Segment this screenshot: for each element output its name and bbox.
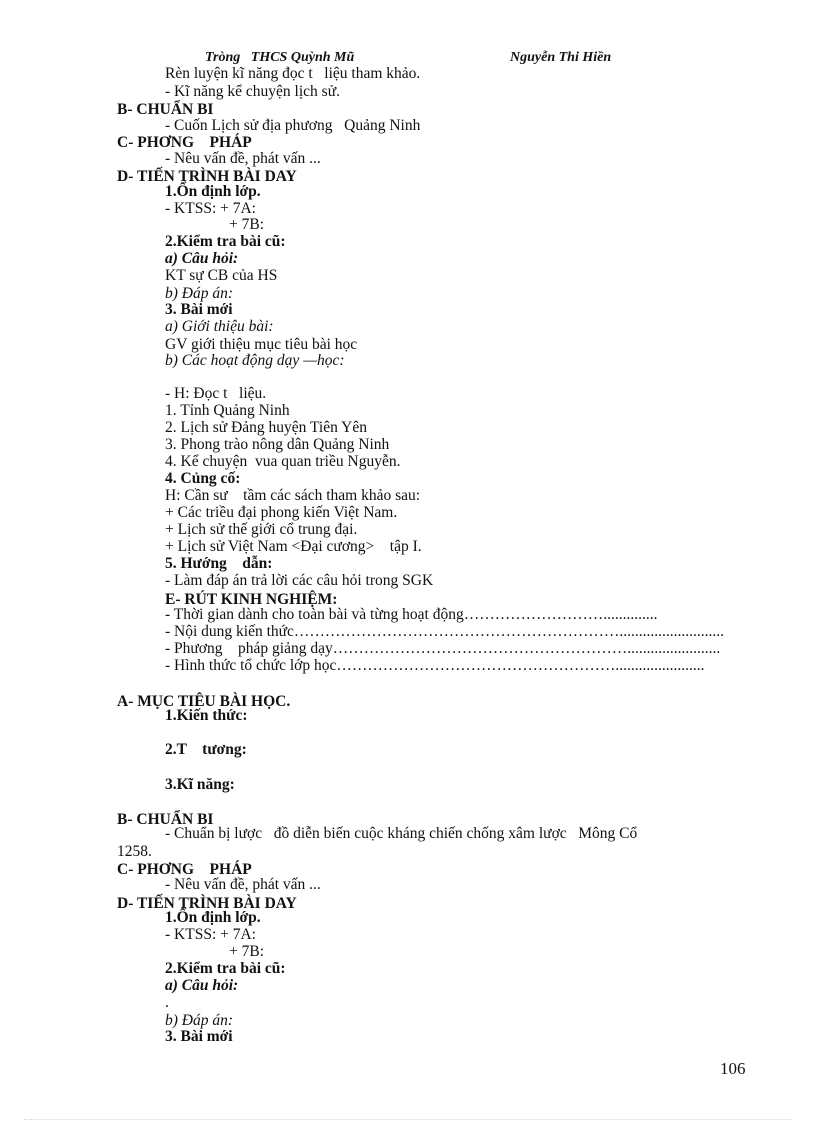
text-line: - Nêu vấn đề, phát vấn ... — [165, 150, 321, 167]
subsection-heading: 1.Ổn định lớp. — [165, 909, 261, 926]
text-line: a) Giới thiệu bài: — [165, 318, 274, 335]
text-line: - Cuốn Lịch sử địa phương Quảng Ninh — [165, 117, 421, 134]
subsection-heading: 1.Kiến thức: — [165, 707, 248, 724]
text-line: - KTSS: + 7A: — [165, 200, 256, 217]
subsection-heading: 5. Hướng dẫn: — [165, 555, 273, 572]
bottom-rule — [24, 1119, 792, 1120]
subsection-heading: 2.T tương: — [165, 741, 247, 758]
text-line: b) Đáp án: — [165, 1012, 234, 1029]
text-line: - Nội dung kiến thức………………………………………………………........................... — [165, 623, 725, 640]
text-line: - Hình thức tổ chức lớp học………………………………………………....................... — [165, 657, 705, 674]
text-line: a) Câu hỏi: — [165, 250, 239, 267]
text-line: - Thời gian dành cho toàn bài và từng hoạt động……………………….............. — [165, 606, 658, 623]
text-line: KT sự CB của HS — [165, 267, 278, 284]
text-line: H: Cần sư tầm các sách tham khảo sau: — [165, 487, 421, 504]
subsection-heading: 3. Bài mới — [165, 301, 233, 318]
text-line: - Nêu vấn đề, phát vấn ... — [165, 876, 321, 893]
subsection-heading: 2.Kiểm tra bài cũ: — [165, 960, 286, 977]
section-heading: B- CHUẨN BI — [117, 101, 214, 118]
text-line: + 7B: — [229, 216, 265, 233]
text-line: + Các triều đại phong kiến Việt Nam. — [165, 504, 398, 521]
section-heading: C- PHƠNG PHÁP — [117, 134, 252, 151]
text-line: - Làm đáp án trả lời các câu hỏi trong SGK — [165, 572, 434, 589]
section-heading: D- TIẾN TRÌNH BÀI DAY — [117, 168, 297, 185]
text-line: 2. Lịch sử Đảng huyện Tiên Yên — [165, 419, 367, 436]
text-line: + Lịch sử Việt Nam <Đại cương> tập I. — [165, 538, 422, 555]
text-line: Rèn luyện kĩ năng đọc t liệu tham khảo. — [165, 65, 421, 82]
section-heading: D- TIẾN TRÌNH BÀI DAY — [117, 895, 297, 912]
text-line: - KTSS: + 7A: — [165, 926, 256, 943]
subsection-heading: 1.Ổn định lớp. — [165, 183, 261, 200]
text-line: a) Câu hỏi: — [165, 977, 239, 994]
text-line: + Lịch sử thế giới cổ trung đại. — [165, 521, 358, 538]
header-teacher: Nguyễn Thi Hiền — [510, 50, 612, 65]
text-line: - Phương pháp giảng dạy…………………………………………………........................ — [165, 640, 721, 657]
text-line: 1258. — [117, 843, 152, 860]
subsection-heading: 3.Kĩ năng: — [165, 776, 235, 793]
section-heading: B- CHUẨN BI — [117, 811, 214, 828]
section-heading: A- MỤC TIÊU BÀI HỌC. — [117, 693, 291, 710]
section-heading: E- RÚT KINH NGHIỆM: — [165, 591, 338, 608]
subsection-heading: 4. Củng cố: — [165, 470, 241, 487]
text-line: - H: Đọc t liệu. — [165, 385, 267, 402]
text-line: - Kĩ năng kể chuyện lịch sử. — [165, 83, 340, 100]
header-school: Tròng THCS Quỳnh Mũ — [205, 50, 355, 65]
text-line: 3. Phong trào nông dân Quảng Ninh — [165, 436, 390, 453]
section-heading: C- PHƠNG PHÁP — [117, 861, 252, 878]
text-line: 4. Kể chuyện vua quan triều Nguyễn. — [165, 453, 401, 470]
subsection-heading: 2.Kiểm tra bài cũ: — [165, 233, 286, 250]
text-line: - Chuẩn bị lược đồ diễn biến cuộc kháng chiến chống xâm lược Mông Cổ — [165, 825, 638, 842]
text-line: GV giới thiệu mục tiêu bài học — [165, 336, 358, 353]
page-number: 106 — [720, 1059, 746, 1078]
text-line: 1. Tỉnh Quảng Ninh — [165, 402, 290, 419]
text-line: b) Đáp án: — [165, 285, 234, 302]
subsection-heading: 3. Bài mới — [165, 1028, 233, 1045]
text-line: + 7B: — [229, 943, 265, 960]
text-line: b) Các hoạt động dạy —học: — [165, 352, 345, 369]
text-line: . — [165, 994, 169, 1011]
